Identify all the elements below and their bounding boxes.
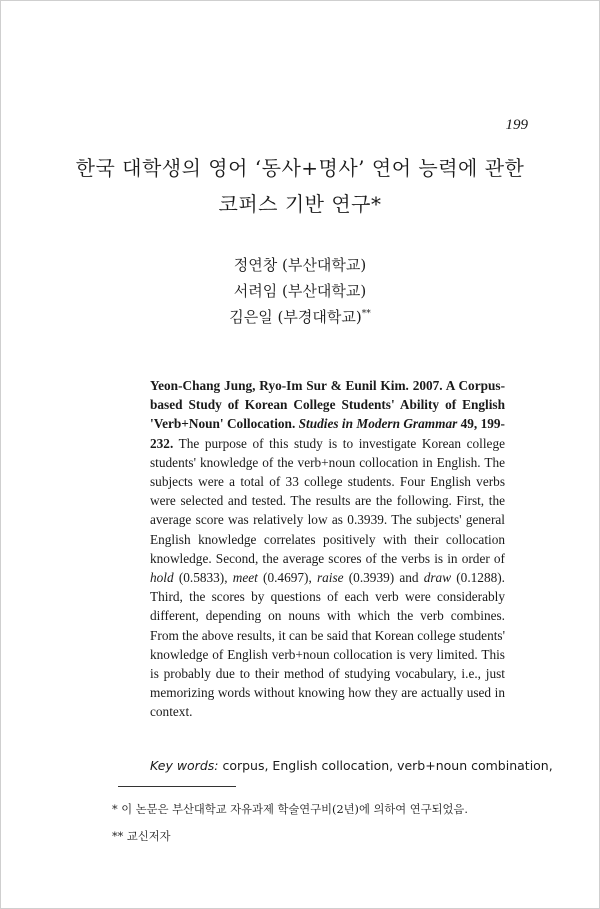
keywords-text: corpus, English collocation, verb+noun combination, xyxy=(218,758,553,773)
score-raise: (0.3939) and xyxy=(343,570,424,586)
score-meet: (0.4697), xyxy=(257,570,317,586)
keywords xyxy=(150,758,553,773)
verb-hold: hold xyxy=(150,570,174,586)
corresponding-author-mark: ** xyxy=(361,309,371,319)
title-line-1: 한국 대학생의 영어 ‘동사+명사’ 연어 능력에 관한 xyxy=(75,156,525,180)
verb-meet: meet xyxy=(232,570,258,586)
footnotes xyxy=(112,796,532,850)
author-1: 정연창 (부산대학교) xyxy=(233,256,367,274)
keywords-label: Key words: xyxy=(150,758,219,773)
score-hold: (0.5833), xyxy=(173,570,233,586)
footnote-1: * 이 논문은 부산대학교 자유과제 학술연구비(2년)에 의하여 연구되었음. xyxy=(112,803,468,816)
page-number: 199 xyxy=(505,117,528,133)
author-3-name: 김은일 (부경대학교) xyxy=(229,308,362,326)
author-3 xyxy=(0,304,600,330)
verb-draw: draw xyxy=(423,570,452,586)
paper-title xyxy=(0,150,600,222)
abstract xyxy=(150,376,505,722)
footnote-divider xyxy=(118,786,236,787)
footnote-2: ** 교신저자 xyxy=(112,830,171,843)
journal-name: Studies in Modern Grammar xyxy=(298,416,458,432)
abstract-text-2: (0.1288). Third, the scores by questions of each verb were considerably different, depending on nouns with which the verb combines. From the above results, it can be said that Korean college students' knowledge of English verb+noun collocation is very limited. This is probably due to their method of studying vocabulary, i.e., just memorizing words without knowing how they are actually used in context. xyxy=(150,570,506,720)
title-line-2: 코퍼스 기반 연구* xyxy=(218,192,382,216)
journal-volume-pages: 49, 199-232. xyxy=(150,416,505,451)
abstract-text-1: The purpose of this study is to investigate Korean college students' knowledge of the verb+noun collocation in English. The subjects were a total of 33 college students. Four English verbs were selected and tested. The results are the following. First, the average score was relatively low as 0.3939. The subjects' general English knowledge correlates positively with their collocation knowledge. Second, the average scores of the verbs is in order of xyxy=(150,435,505,566)
citation: Yeon-Chang Jung, Ryo-Im Sur & Eunil Kim. 2007. A Corpus-based Study of Korean College Students' Ability of English 'Verb+Noun' Collocation. xyxy=(150,378,505,432)
verb-raise: raise xyxy=(316,570,344,586)
author-list xyxy=(0,252,600,330)
author-2: 서려임 (부산대학교) xyxy=(233,282,367,300)
